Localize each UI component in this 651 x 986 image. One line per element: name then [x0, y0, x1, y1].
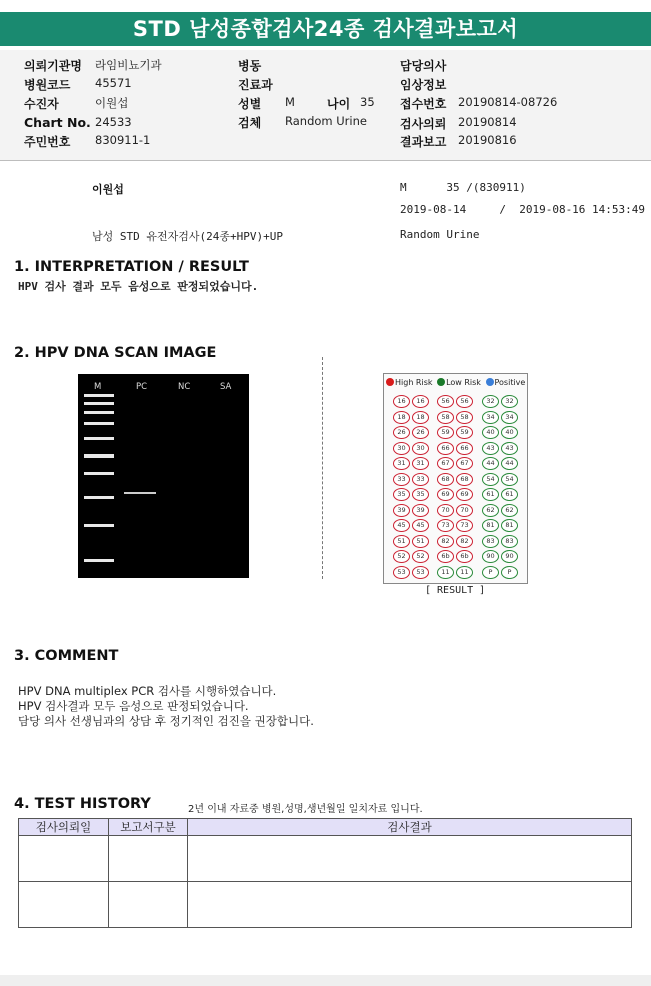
label-receipt-no: 접수번호	[400, 97, 447, 111]
chip-well: 56	[437, 395, 454, 408]
gel-lane-label: SA	[220, 382, 232, 392]
hpv-chip-image	[383, 373, 528, 584]
chip-well: 56	[456, 395, 473, 408]
chip-well: 35	[412, 488, 429, 501]
section-4-title: 4. TEST HISTORY	[14, 796, 151, 812]
chip-well: 53	[393, 566, 410, 579]
gel-electrophoresis-image	[78, 374, 249, 578]
low-risk-dot-icon	[437, 378, 445, 386]
table-cell	[109, 882, 188, 928]
table-cell	[109, 836, 188, 882]
chip-well: 34	[482, 411, 499, 424]
chip-well: 59	[437, 426, 454, 439]
chip-well: 81	[501, 519, 518, 532]
chip-well: 6b	[456, 550, 473, 563]
chip-well: 52	[412, 550, 429, 563]
chip-well: 16	[412, 395, 429, 408]
value-patient: 이원섭	[95, 96, 129, 110]
chip-well: 54	[501, 473, 518, 486]
gel-lane-label: M	[94, 382, 102, 392]
chip-well: 59	[456, 426, 473, 439]
chip-well: 35	[393, 488, 410, 501]
chip-well: 62	[501, 504, 518, 517]
chip-well: 31	[412, 457, 429, 470]
chip-well: 18	[412, 411, 429, 424]
chip-caption: [ RESULT ]	[425, 585, 486, 596]
label-requesting-org: 의뢰기관명	[24, 59, 82, 73]
chip-well: 33	[393, 473, 410, 486]
chip-well: 68	[437, 473, 454, 486]
summary-dates: 2019-08-14 / 2019-08-16 14:53:49	[400, 203, 646, 216]
label-age: 나이	[327, 97, 351, 111]
chip-well: 67	[456, 457, 473, 470]
chip-well: 69	[456, 488, 473, 501]
chip-well: 43	[501, 442, 518, 455]
section-3-title: 3. COMMENT	[14, 648, 119, 664]
table-cell	[188, 836, 632, 882]
marker-band	[84, 402, 114, 405]
label-department: 진료과	[238, 78, 273, 92]
chip-legend	[386, 378, 525, 387]
chip-well: 58	[456, 411, 473, 424]
label-request-date: 검사의뢰	[400, 117, 447, 131]
chip-well: 58	[437, 411, 454, 424]
comment-line: HPV DNA multiplex PCR 검사를 시행하였습니다.	[18, 684, 277, 698]
chip-well: 83	[501, 535, 518, 548]
table-cell	[188, 882, 632, 928]
comment-line: HPV 검사결과 모두 음성으로 판정되었습니다.	[18, 699, 249, 713]
legend-positive: Positive	[494, 378, 526, 387]
chip-well: 33	[412, 473, 429, 486]
chip-well: 45	[393, 519, 410, 532]
pc-band	[124, 492, 156, 494]
comment-line: 담당 의사 선생님과의 상담 후 정기적인 검진을 권장합니다.	[18, 714, 314, 728]
header-result: 검사결과	[188, 819, 632, 836]
chip-well: 66	[456, 442, 473, 455]
marker-band	[84, 437, 114, 440]
chip-well: 26	[393, 426, 410, 439]
test-history-table	[18, 818, 632, 928]
footer-strip	[0, 975, 651, 986]
marker-band	[84, 496, 114, 499]
chip-well: 16	[393, 395, 410, 408]
marker-band	[84, 524, 114, 527]
label-hospital-code: 병원코드	[24, 78, 71, 92]
chip-well: 53	[412, 566, 429, 579]
section-1-title: 1. INTERPRETATION / RESULT	[14, 259, 249, 275]
chip-well: 18	[393, 411, 410, 424]
value-hospital-code: 45571	[95, 76, 132, 90]
value-specimen: Random Urine	[285, 114, 367, 128]
marker-band	[84, 472, 114, 475]
chip-well: 73	[456, 519, 473, 532]
chip-well: 69	[437, 488, 454, 501]
chip-well: 52	[393, 550, 410, 563]
chip-well: 70	[437, 504, 454, 517]
label-report-date: 결과보고	[400, 135, 447, 149]
table-cell	[19, 836, 109, 882]
value-request-date: 20190814	[458, 115, 517, 129]
summary-sex-age: M 35 /(830911)	[400, 181, 526, 194]
chip-well: 90	[482, 550, 499, 563]
summary-name: 이원섭	[92, 183, 124, 196]
chip-well: 40	[501, 426, 518, 439]
chip-well: P	[482, 566, 499, 579]
high-risk-dot-icon	[386, 378, 394, 386]
chip-well: P	[501, 566, 518, 579]
marker-band	[84, 411, 114, 414]
chip-well: 30	[412, 442, 429, 455]
label-patient: 수진자	[24, 97, 59, 111]
label-resident-no: 주민번호	[24, 135, 71, 149]
chip-well: 39	[393, 504, 410, 517]
chip-well: 70	[456, 504, 473, 517]
value-chart-no: 24533	[95, 115, 132, 129]
chip-well: 34	[501, 411, 518, 424]
chip-well: 62	[482, 504, 499, 517]
chip-well: 51	[393, 535, 410, 548]
gel-lane-label: NC	[178, 382, 191, 392]
chip-well: 32	[482, 395, 499, 408]
chip-well: 61	[501, 488, 518, 501]
chip-well: 81	[482, 519, 499, 532]
chip-well: 39	[412, 504, 429, 517]
chip-well: 61	[482, 488, 499, 501]
summary-test-name: 남성 STD 유전자검사(24종+HPV)+UP	[92, 230, 283, 243]
legend-high-risk: High Risk	[395, 378, 433, 387]
section-2-title: 2. HPV DNA SCAN IMAGE	[14, 345, 217, 361]
chip-well: 30	[393, 442, 410, 455]
label-clinical-info: 임상정보	[400, 78, 447, 92]
chip-well: 43	[482, 442, 499, 455]
chip-well: 45	[412, 519, 429, 532]
chip-well: 32	[501, 395, 518, 408]
chip-well: 51	[412, 535, 429, 548]
chip-well: 90	[501, 550, 518, 563]
label-chart-no: Chart No.	[24, 115, 91, 130]
report-title: STD 남성종합검사24종 검사결과보고서	[0, 12, 651, 46]
chip-well: 26	[412, 426, 429, 439]
marker-band	[84, 394, 114, 397]
label-physician: 담당의사	[400, 59, 447, 73]
marker-band	[84, 559, 114, 562]
chip-well: 44	[501, 457, 518, 470]
header-request-date: 검사의뢰일	[19, 819, 109, 836]
chip-well: 82	[456, 535, 473, 548]
legend-low-risk: Low Risk	[446, 378, 481, 387]
chip-well: 54	[482, 473, 499, 486]
chip-well: 6b	[437, 550, 454, 563]
interpretation-text: HPV 검사 결과 모두 음성으로 판정되었습니다.	[18, 280, 259, 293]
header-report-type: 보고서구분	[109, 819, 188, 836]
gel-lane-label: PC	[136, 382, 148, 392]
chip-well: 40	[482, 426, 499, 439]
chip-well: 31	[393, 457, 410, 470]
table-row	[19, 836, 632, 882]
chip-well: 73	[437, 519, 454, 532]
table-header-row	[19, 819, 632, 836]
summary-specimen: Random Urine	[400, 228, 480, 241]
value-requesting-org: 라임비뇨기과	[95, 58, 162, 72]
chip-well: 67	[437, 457, 454, 470]
chip-well: 83	[482, 535, 499, 548]
table-cell	[19, 882, 109, 928]
value-age: 35	[360, 95, 375, 109]
value-sex: M	[285, 95, 295, 109]
marker-band	[84, 454, 114, 458]
positive-dot-icon	[486, 378, 494, 386]
table-row	[19, 882, 632, 928]
chip-well: 11	[456, 566, 473, 579]
chip-well: 66	[437, 442, 454, 455]
label-ward: 병동	[238, 59, 262, 73]
chip-well: 68	[456, 473, 473, 486]
label-specimen: 검체	[238, 116, 262, 130]
history-note: 2년 이내 자료중 병원,성명,생년월일 일치자료 입니다.	[188, 804, 423, 815]
chip-well: 11	[437, 566, 454, 579]
marker-band	[84, 422, 114, 425]
divider	[322, 357, 323, 579]
chip-well: 82	[437, 535, 454, 548]
label-sex: 성별	[238, 97, 262, 111]
chip-well: 44	[482, 457, 499, 470]
value-receipt-no: 20190814-08726	[458, 95, 558, 109]
value-resident-no: 830911-1	[95, 133, 151, 147]
value-report-date: 20190816	[458, 133, 517, 147]
